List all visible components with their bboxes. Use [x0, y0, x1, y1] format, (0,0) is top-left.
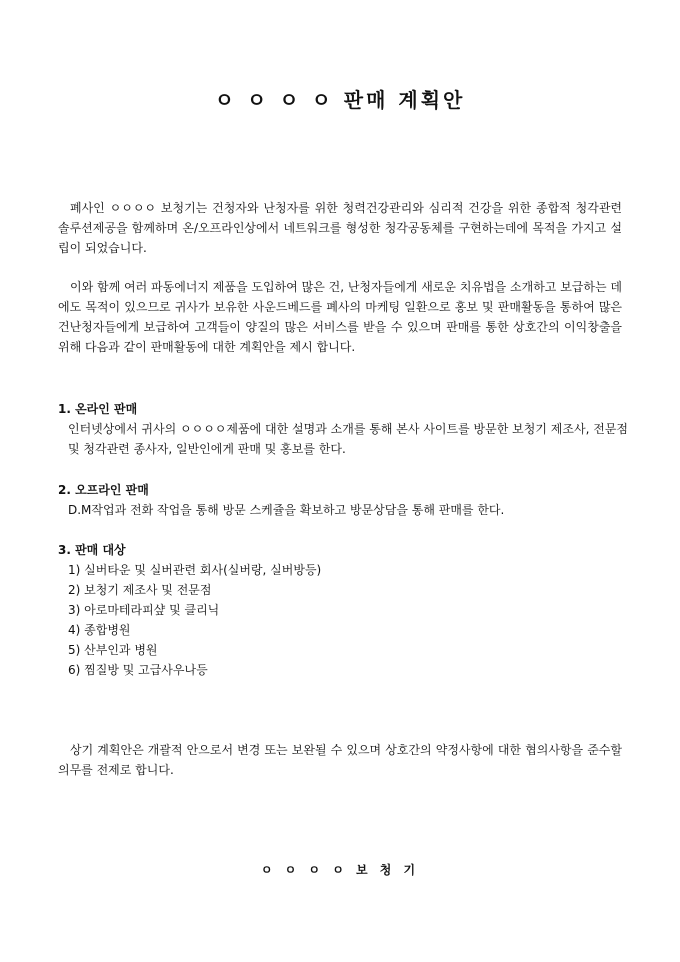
section-heading: 1. 온라인 판매: [58, 402, 138, 416]
list-item: 1) 실버타운 및 실버관련 회사(실버랑, 실버방등): [68, 563, 322, 577]
section-offline-sales: [58, 480, 628, 520]
section-body: 인터넷상에서 귀사의 ㅇㅇㅇㅇ제품에 대한 설명과 소개를 통해 본사 사이트를 방문한 보청기 제조사, 전문점 및 청각관련 종사자, 일반인에게 판매 및 홍보를 한다.: [68, 422, 628, 456]
target-list: [58, 560, 628, 680]
list-item: 4) 종합병원: [68, 623, 131, 637]
section-heading: 2. 오프라인 판매: [58, 483, 149, 497]
list-item: 3) 아로마테라피샾 및 클리닉: [68, 603, 220, 617]
section-body: D.M작업과 전화 작업을 통해 방문 스케쥴을 확보하고 방문상담을 통해 판매를 한다.: [68, 503, 505, 517]
section-sales-targets: [58, 540, 628, 680]
signature: ㅇ ㅇ ㅇ ㅇ 보 청 기: [260, 863, 420, 877]
list-item: 6) 찜질방 및 고급사우나등: [68, 663, 208, 677]
document-title: ㅇ ㅇ ㅇ ㅇ 판매 계획안: [214, 88, 466, 112]
section-online-sales: [58, 399, 628, 459]
intro-paragraph-2: 이와 함께 여러 파동에너지 제품을 도입하여 많은 건, 난청자들에게 새로운 치유법을 소개하고 보급하는 데에도 목적이 있으므로 귀사가 보유한 사운드베드를 폐사의 마케팅 일환으로 홍보 및 판매활동을 통하여 많은 건난청자들에게 보급하여 고객들이 양질의 많은 서비스를 받을 수 있으며 판매를 통한 상호간의 이익창출을 위해 다음과 같이 판매활동에 대한 계획안을 제시 합니다.: [58, 280, 622, 354]
section-heading: 3. 판매 대상: [58, 543, 126, 557]
list-item: 2) 보청기 제조사 및 전문점: [68, 583, 212, 597]
list-item: 5) 산부인과 병원: [68, 643, 158, 657]
intro-paragraph-1: 폐사인 ㅇㅇㅇㅇ 보청기는 건청자와 난청자를 위한 청력건강관리와 심리적 건강을 위한 종합적 청각관련 솔루션제공을 함께하며 온/오프라인상에서 네트워크를 형성한 청각공동체를 구현하는데에 목적을 가지고 설립이 되었습니다.: [58, 201, 622, 255]
closing-paragraph: 상기 계획안은 개괄적 안으로서 변경 또는 보완될 수 있으며 상호간의 약정사항에 대한 협의사항을 준수할 의무를 전제로 합니다.: [58, 743, 622, 777]
